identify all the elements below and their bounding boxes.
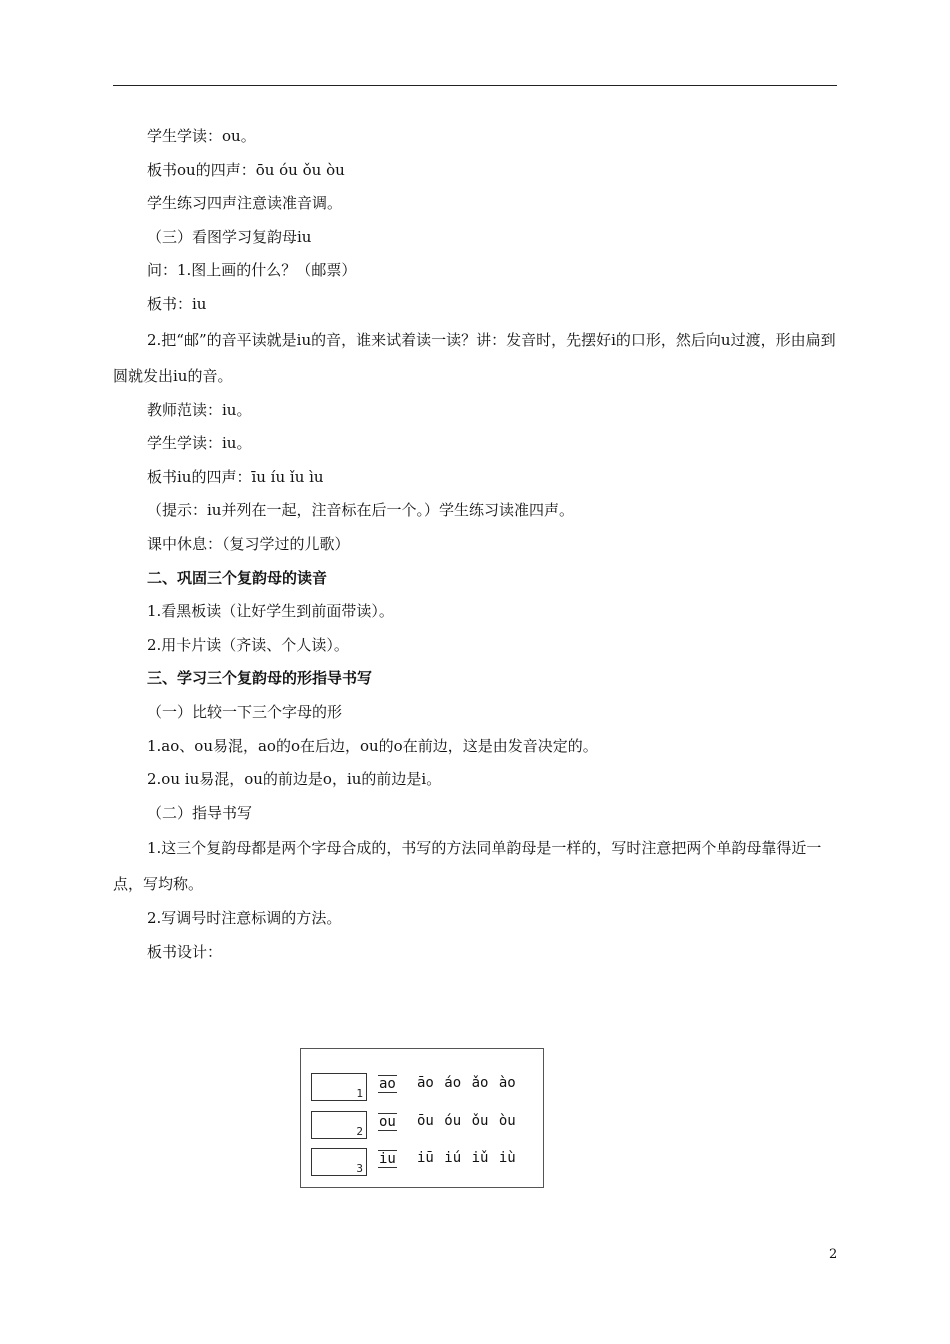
paragraph: 1.ao、ou易混，ao的o在后边，ou的o在前边，这是由发音决定的。 [147,736,598,755]
paragraph: （二）指导书写 [147,803,253,822]
paragraph: 学生学读：ou。 [147,127,256,145]
paragraph: 学生学读：iu。 [147,434,252,453]
paragraph: （提示：iu并列在一起，注音标在后一个。）学生练习读准四声。 [147,501,574,520]
paragraph: （一）比较一下三个字母的形 [147,702,343,721]
paragraph: 板书iu的四声：īu íu ǐu ìu [147,467,324,486]
final-label: iu [379,1151,396,1167]
header-rule [113,85,837,86]
document-body [113,120,838,969]
paragraph: （三）看图学习复韵母iu [147,227,312,246]
paragraph: 2.把“邮”的音平读就是iu的音，谁来试着读一读？讲：发音时，先摆好i的口形，然后向u过渡，形由扁到圆就发出iu的音。 [113,330,836,385]
paragraph: 1.看黑板读（让好学生到前面带读）。 [147,602,394,621]
board-row [311,1073,541,1103]
tone-list: iū iú iǔ iù [417,1150,516,1166]
paragraph: 课中休息：（复习学过的儿歌） [147,534,350,553]
section-heading: 三、学习三个复韵母的形指导书写 [147,669,373,688]
paragraph: 学生练习四声注意读准音调。 [147,194,343,213]
paragraph: 2.ou iu易混，ou的前边是o，iu的前边是i。 [147,770,442,789]
paragraph: 2.用卡片读（齐读、个人读）。 [147,635,349,654]
board-row [311,1148,541,1178]
paragraph: 问：1.图上画的什么？（邮票） [147,261,357,280]
row-number: 3 [356,1162,363,1175]
board-row [311,1111,541,1141]
paragraph: 教师范读：iu。 [147,400,252,419]
tone-list: āo áo ǎo ào [417,1075,516,1091]
row-number: 2 [356,1125,363,1138]
paragraph: 板书ou的四声：ōu óu ǒu òu [147,160,345,179]
section-heading: 二、巩固三个复韵母的读音 [147,568,328,587]
tone-list: ōu óu ǒu òu [417,1113,516,1129]
number-box [311,1148,367,1176]
page-number: 2 [829,1247,838,1262]
paragraph: 板书设计： [147,942,223,961]
final-label: ou [379,1114,396,1130]
paragraph: 板书：iu [147,294,207,313]
number-box [311,1073,367,1101]
paragraph: 1.这三个复韵母都是两个字母合成的，书写的方法同单韵母是一样的，写时注意把两个单韵母靠得近一点，写均称。 [113,839,822,894]
row-number: 1 [356,1087,363,1100]
number-box [311,1111,367,1139]
final-label: ao [379,1076,396,1092]
paragraph: 2.写调号时注意标调的方法。 [147,909,342,928]
board-design-figure [300,1048,544,1188]
